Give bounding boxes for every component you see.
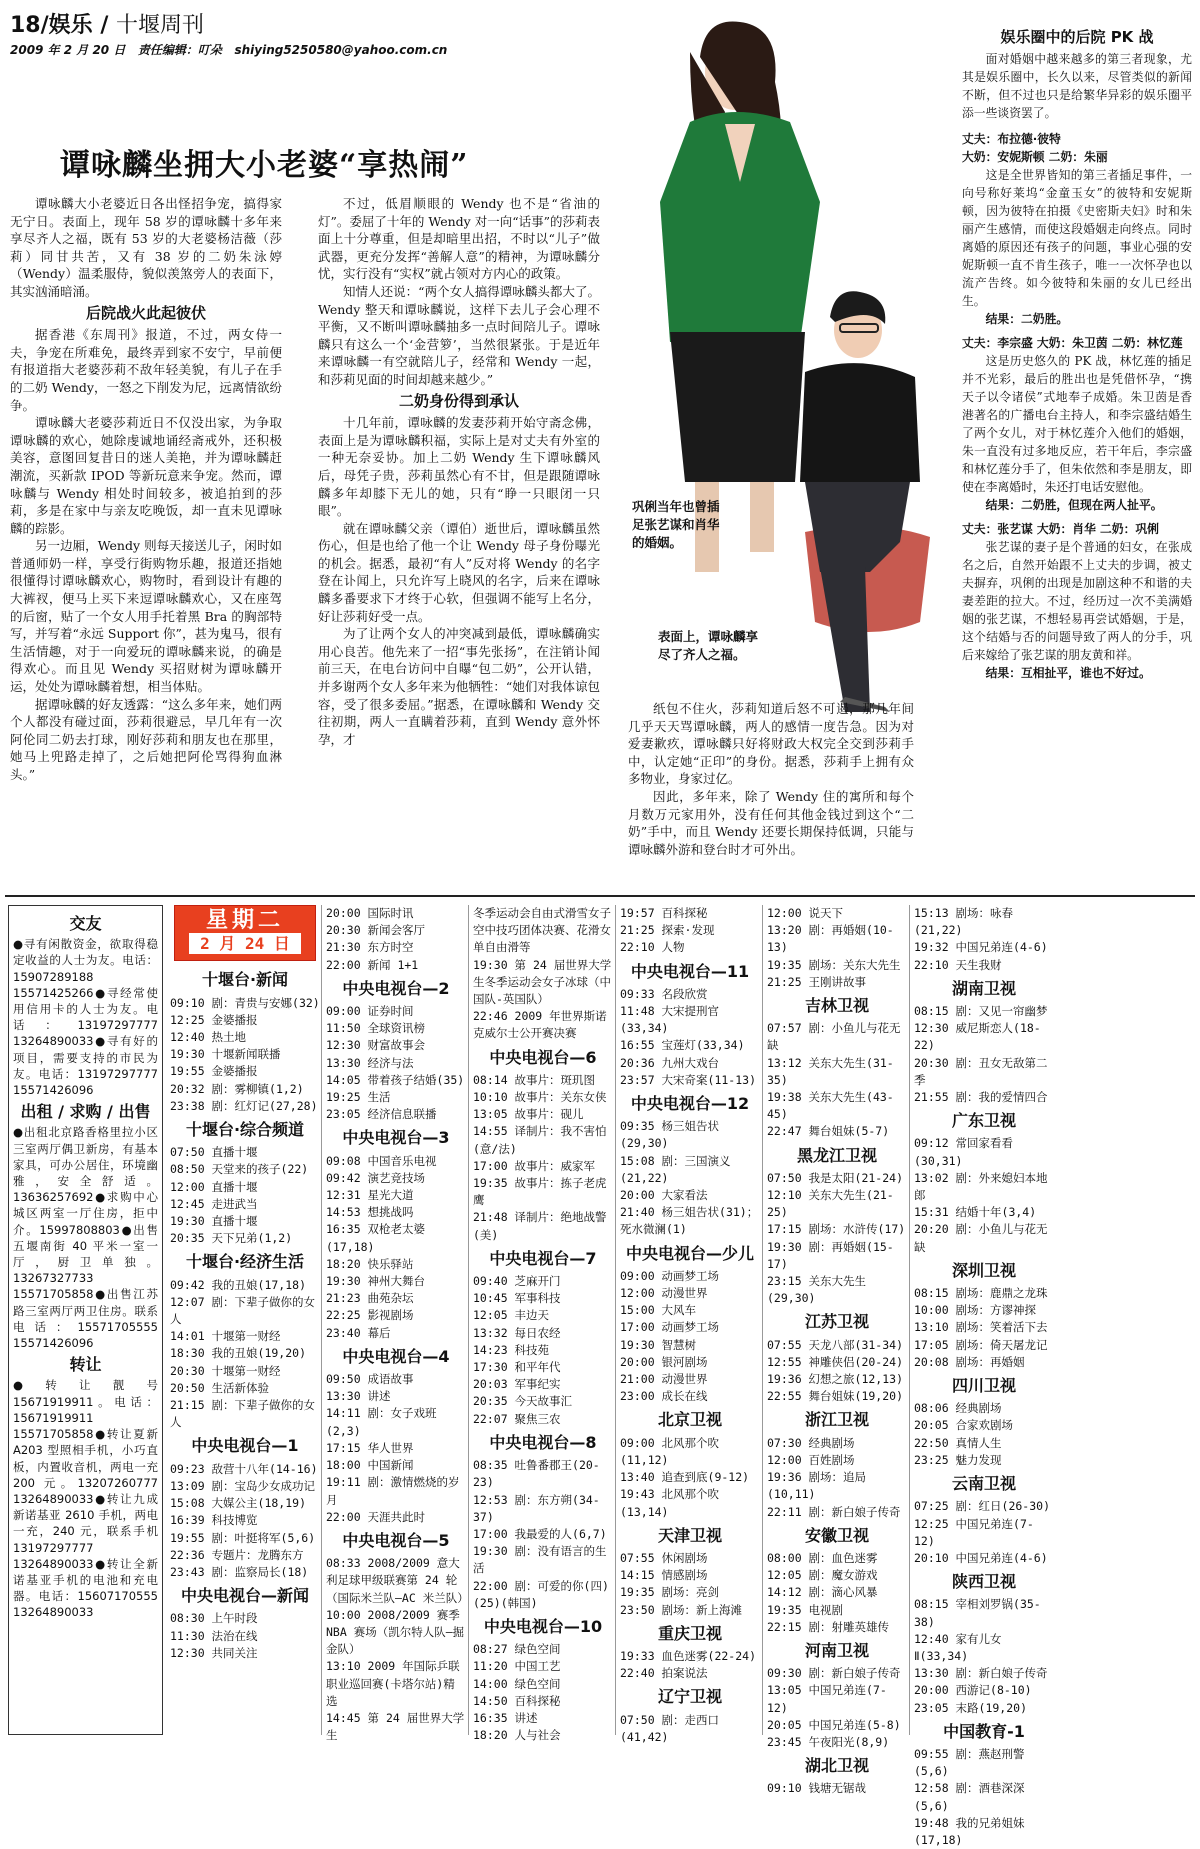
case-result: 结果：二奶胜，但现在两人扯平。 — [985, 498, 1163, 512]
tv-channel-name: 中央电视台—4 — [342, 1346, 450, 1366]
article-column-1 — [10, 195, 282, 885]
tv-program: 14:23 科技苑 — [473, 1342, 550, 1357]
tv-program: 09:40 芝麻开门 — [473, 1274, 561, 1289]
paragraph: 不过，低眉顺眼的 Wendy 也不是“省油的灯”。委屈了十年的 Wendy 对一向“话事”的莎莉表面上十分尊重，但是却暗里出招，不时以“儿子”做武器，更充分发挥“善解人意”的精神，为谭咏麟分忧，实行没有“实权”就占领对方内心的政策。 — [318, 196, 600, 282]
tv-program: 22:00 剧：可爱的你(四)(25)(韩国) — [473, 1578, 609, 1610]
tv-program: 17:00 我最爱的人(6,7) — [473, 1526, 607, 1541]
tv-program: 14:00 绿色空间 — [473, 1676, 561, 1691]
tv-day-box — [174, 905, 316, 961]
tv-program: 12:10 关东大先生(21-25) — [767, 1188, 894, 1220]
tv-program: 19:35 剧场：关东大先生 — [767, 957, 901, 972]
bottom-section — [8, 905, 1194, 1847]
tv-program: 11:30 法治在线 — [170, 1628, 258, 1643]
tv-program: 23:00 成长在线 — [620, 1389, 708, 1404]
tv-program: 20:36 九州大戏台 — [620, 1055, 720, 1070]
tv-channel-name: 中央电视台—11 — [630, 961, 750, 981]
tv-date: 2 月 24 日 — [189, 933, 301, 954]
tv-program: 23:05 经济信息联播 — [326, 1107, 437, 1122]
tv-program: 19:48 我的兄弟姐妹(17,18) — [914, 1815, 1025, 1847]
tv-channel-name: 中国教育-1 — [943, 1721, 1025, 1741]
tv-program: 13:12 关东大先生(31-35) — [767, 1055, 894, 1087]
tv-program: 11:48 大宋提刑官(33,34) — [620, 1004, 720, 1036]
tv-program: 19:43 北风那个吹(13,14) — [620, 1487, 720, 1519]
tv-program: 22:15 剧：射雕英雄传 — [767, 1619, 890, 1634]
tv-program: 19:35 电视剧 — [767, 1602, 844, 1617]
tv-program: 15:00 大风车 — [620, 1303, 697, 1318]
tv-program: 09:08 中国音乐电视 — [326, 1153, 437, 1168]
tv-channel-name: 中央电视台—8 — [489, 1432, 597, 1452]
article-column-3 — [628, 700, 914, 890]
tv-program: 08:33 2008/2009 意大利足球甲级联赛第 24 轮（国际米兰队—AC 米兰队） — [326, 1556, 469, 1605]
tv-program: 19:30 剧：再婚姻(15-17) — [767, 1239, 894, 1271]
article-column-2 — [318, 195, 600, 885]
paragraph: 另一边厢，Wendy 则每天接送儿子，闲时如普通师奶一样，享受行街购物乐趣，报道还指她很懂得讨谭咏麟欢心，购物时，看到设计有趣的大裤衩，便马上买下来逗谭咏麟欢心，又在座驾的后窗，贴了一个女人用手托着黑 Bra 的胸部特写，并写着“永远 Support 你”，甚为鬼马，很有生活情趣，对于一向爱玩的谭咏麟来说，的确是得欢心。而且见 Wendy 买招财树为谭咏麟开运，处处为谭咏麟着想，相当体贴。 — [10, 538, 282, 695]
tv-program: 15:08 剧：三国演义(21,22) — [620, 1153, 731, 1185]
classified-items: ●转让靓号 15671919911。电话：15671919911 15571705858●转让夏新 A203 型照相手机，小巧直板，内置收音机，两电一充 200 元。13207260777 13264890033●转让九成新诺基亚 2610 手机，两电一充，240 元，联系手机 13197297777 13264890033●转让全新诺基亚手机的电池和充电器。电话：15607170555 13264890033 — [13, 1378, 158, 1620]
tv-channel-name: 广东卫视 — [951, 1111, 1016, 1131]
tv-program: 23:38 剧：红灯记(27,28) — [170, 1098, 318, 1113]
tv-channel-name: 中央电视台—5 — [342, 1530, 450, 1550]
tv-program: 09:42 演艺竞技场 — [326, 1170, 426, 1185]
tv-program: 18:30 我的丑娘(19,20) — [170, 1346, 307, 1361]
classified-title: 转让 — [69, 1355, 102, 1375]
tv-program: 15:13 剧场：咏春(21,22) — [914, 906, 1014, 938]
tv-program: 13:02 剧：外来媳妇本地郎 — [914, 1170, 1048, 1203]
tv-column-4 — [620, 905, 760, 1744]
tv-program: 13:30 讲述 — [326, 1389, 391, 1404]
tv-program: 21:30 东方时空 — [326, 940, 414, 955]
paragraph: 就在谭咏麟父亲（谭伯）逝世后，谭咏麟虽然伤心，但是也给了他一个让 Wendy 母子身份曝光的机会。据悉，最初“有人”反对将 Wendy 的名字登在讣闻上，只允许写上晓风的名字，后来在谭咏麟多番要求下才终于心软，但强调不能写上名分，好让莎莉好受一点。 — [318, 520, 600, 624]
tv-channel-name: 十堰台·经济生活 — [185, 1252, 305, 1272]
tv-program: 20:05 合家欢剧场 — [914, 1418, 1014, 1433]
photo-black-shirt — [800, 363, 920, 482]
tv-program: 16:35 双枪老太婆(17,18) — [326, 1222, 426, 1254]
tv-program: 19:36 剧场：追局(10,11) — [767, 1470, 867, 1502]
tv-program: 21:55 剧：我的爱情四合 — [914, 1090, 1048, 1105]
tv-program: 07:57 剧：小鱼儿与花无缺 — [767, 1021, 901, 1053]
tv-program: 16:35 讲述 — [473, 1710, 538, 1725]
tv-channel-name: 浙江卫视 — [804, 1410, 869, 1430]
section-line: 18/娱乐 / 十堰周刊 — [10, 13, 205, 38]
tv-program: 14:50 百科探秘 — [473, 1693, 561, 1708]
tv-program: 23:43 剧：监察局长(18) — [170, 1564, 309, 1579]
tv-program: 07:55 天龙八部(31-34) — [767, 1337, 904, 1352]
tv-program: 07:50 我是太阳(21-24) — [767, 1170, 904, 1185]
tv-program: 14:01 十堰第一财经 — [170, 1329, 281, 1344]
column-rule — [468, 905, 469, 1735]
tv-program: 23:15 关东大先生(29,30) — [767, 1274, 867, 1306]
tv-column-5 — [767, 905, 907, 1796]
photo-caption-1: 巩俐当年也曾插足张艺谋和肖华的婚姻。 — [632, 499, 720, 550]
case-heading: 丈夫：张艺谋 大奶：肖华 二奶：巩俐 — [962, 522, 1159, 536]
tv-program: 14:55 译制片：我不害怕(意/法) — [473, 1124, 607, 1156]
subheading: 二奶身份得到承认 — [398, 391, 519, 410]
tv-program: 19:30 智慧树 — [620, 1337, 697, 1352]
tv-program: 07:50 剧：走西口(41,42) — [620, 1712, 720, 1744]
tv-channel-name: 陕西卫视 — [951, 1572, 1016, 1592]
case-result: 结果：二奶胜。 — [985, 312, 1069, 326]
tv-program: 21:15 剧：下辈子做你的女人 — [170, 1398, 316, 1430]
tv-program: 17:30 和平年代 — [473, 1360, 561, 1375]
tv-program: 09:12 常回家看看(30,31) — [914, 1136, 1014, 1168]
tv-program: 22:10 天生我财 — [914, 957, 1002, 972]
tv-program: 20:30 十堰第一财经 — [170, 1363, 281, 1378]
tv-channel-name: 中央电视台—1 — [191, 1436, 299, 1456]
tv-program: 12:00 说天下 — [767, 906, 844, 920]
tv-program: 09:23 敌营十八年(14-16) — [170, 1461, 318, 1476]
sidebar-pk-battles — [962, 28, 1192, 688]
tv-program: 09:30 剧：新白娘子传奇 — [767, 1666, 901, 1681]
subheading: 后院战火此起彼伏 — [85, 303, 206, 322]
tv-program: 22:10 人物 — [620, 940, 685, 955]
tv-program: 22:11 剧：新白娘子传奇 — [767, 1504, 901, 1519]
tv-channel-name: 湖北卫视 — [804, 1756, 869, 1776]
tv-program: 13:30 经济与法 — [326, 1055, 414, 1070]
tv-weekday: 星期二 — [205, 908, 284, 933]
header-meta — [10, 41, 630, 58]
tv-column-3 — [473, 905, 613, 1743]
tv-program: 21:40 杨三姐告状(31)；死水微澜(1) — [620, 1205, 759, 1237]
sidebar-intro: 面对婚姻中越来越多的第三者现象，尤其是娱乐圈中，长久以来，尽管类似的新闻不断，但不过也只是给繁华异彩的娱乐圈平添一些谈资罢了。 — [962, 52, 1192, 120]
tv-program: 22:00 新闻 1+1 — [326, 957, 419, 972]
tv-program: 10:45 军事科技 — [473, 1291, 561, 1306]
tv-program: 23:25 魅力发现 — [914, 1452, 1002, 1467]
tv-channel-name: 湖南卫视 — [951, 978, 1016, 998]
tv-program: 12:05 丰边天 — [473, 1308, 550, 1323]
tv-program: 20:00 大家看法 — [620, 1188, 708, 1203]
tv-program: 21:25 探索·发现 — [620, 923, 715, 938]
tv-program: 12:45 走进武当 — [170, 1196, 258, 1211]
tv-program: 20:00 银河剧场 — [620, 1354, 708, 1369]
tv-channel-name: 黑龙江卫视 — [796, 1145, 877, 1165]
tv-program: 13:32 每日农经 — [473, 1325, 561, 1340]
tv-program: 10:00 2008/2009 赛季 NBA 赛场（凯尔特人队—掘金队） — [326, 1607, 465, 1657]
paragraph: 谭咏麟大小老婆近日各出怪招争宠，搞得家无宁日。表面上，现年 58 岁的谭咏麟十多年来享尽齐人之福，既有 53 岁的大老婆杨洁薇（莎莉）同甘共苦，又有 38 岁的二奶朱泳婷（Wendy）温柔服侍，貌似羡煞旁人的表面下，其实汹涌暗涌。 — [10, 196, 282, 299]
classifieds-box — [8, 905, 163, 1735]
tv-program: 20:08 剧场：再婚姻 — [914, 1354, 1025, 1369]
tv-program: 10:10 故事片：关东女侠 — [473, 1090, 607, 1105]
tv-program: 12:25 金婆播报 — [170, 1012, 258, 1027]
classified-items: ●出租北京路香格里拉小区三室两厅偶卫新房，有基本家具，可办公居住，环境幽雅，安全舒适。13636257692●求购中心城区两室一厅住房，拒中介。15997808803●出售五堰南街 40 平米一室一厅，厨卫单独。13267327733 15571705858●出售江苏路三室两厅两卫住房。联系电话：15571705555 15571426096 — [13, 1125, 158, 1351]
case-heading: 丈夫：布拉德·彼特 大奶：安妮斯顿 二奶：朱丽 — [962, 132, 1108, 164]
tv-program: 21:00 动漫世界 — [620, 1372, 708, 1387]
tv-program: 20:32 剧：雾柳镇(1,2) — [170, 1081, 304, 1096]
tv-channel-name: 江苏卫视 — [804, 1312, 869, 1332]
case-text: 这是全世界皆知的第三者插足事件，一向号称好莱坞“金童玉女”的彼特和安妮斯顿，因为彼特在拍摄《史密斯夫妇》时和朱丽产生感情，而使这段婚姻走向终点。同时离婚的原因还有孩子的问题，事业心强的安妮斯顿一直不肯生孩子，唯一一次怀孕也以流产告终。如今彼特和朱丽的女儿已经出生。 — [962, 168, 1192, 308]
tv-program: 12:53 剧：东方朔(34-37) — [473, 1492, 600, 1524]
tv-program: 23:57 大宋奇案(11-13) — [620, 1072, 757, 1087]
column-rule — [909, 905, 910, 1735]
issue-date: 2009 年 2 月 20 日 — [10, 43, 126, 57]
tv-program: 21:48 译制片：绝地战警(美) — [473, 1210, 607, 1242]
tv-program: 12:00 百姓剧场 — [767, 1452, 855, 1467]
tv-channel-name: 中央电视台—10 — [483, 1616, 603, 1636]
tv-program: 20:30 新闻会客厅 — [326, 923, 426, 938]
tv-program: 12:07 剧：下辈子做你的女人 — [170, 1294, 316, 1327]
tv-channel-name: 中央电视台—3 — [342, 1128, 450, 1148]
tv-program: 22:50 真情人生 — [914, 1435, 1002, 1450]
tv-column-6 — [914, 905, 1054, 1847]
paragraph: 据谭咏麟的好友透露：“这么多年来，她们两个人都没有碰过面，莎莉很避忌，早几年有一次阿伦同二奶去打球，刚好莎莉和朋友也在那里，她马上兜路走掉了，之后她把阿伦骂得狗血淋头。” — [10, 696, 282, 782]
paragraph: 十几年前，谭咏麟的发妻莎莉开始守斋念佛，表面上是为谭咏麟积福，实际上是对丈夫有外室的一种无奈妥协。加上二奶 Wendy 生下谭咏麟风后，母凭子贵，莎莉虽然心有不甘，但是跟随谭咏麟多年却膝下无儿的她，只有“睁一只眼闭一只眼”。 — [318, 415, 600, 519]
tv-program: 13:40 追查到底(9-12) — [620, 1470, 750, 1485]
tv-channel-name: 吉林卫视 — [804, 996, 869, 1016]
tv-program: 23:50 剧场：新上海滩 — [620, 1602, 743, 1617]
tv-program: 08:14 故事片：斑玑图 — [473, 1072, 596, 1087]
tv-program: 14:45 第 24 届世界大学生 — [326, 1710, 465, 1743]
tv-program: 20:30 剧：丑女无敌第二季 — [914, 1055, 1048, 1087]
tv-program: 22:00 天涯共此时 — [326, 1509, 426, 1524]
sidebar-title: 娱乐圈中的后院 PK 战 — [1000, 28, 1154, 46]
tv-channel-name: 北京卫视 — [657, 1410, 722, 1430]
tv-program: 15:08 大媒公主(18,19) — [170, 1496, 307, 1511]
tv-program: 21:23 曲苑杂坛 — [326, 1291, 414, 1306]
tv-program: 13:20 剧：再婚姻(10-13) — [767, 923, 894, 955]
tv-program: 17:15 华人世界 — [326, 1440, 414, 1455]
tv-program: 16:55 宝莲灯(33,34) — [620, 1038, 745, 1053]
tv-program: 14:53 想挑战吗 — [326, 1205, 414, 1220]
tv-channel-name: 辽宁卫视 — [657, 1687, 722, 1707]
tv-program: 20:20 剧：小鱼儿与花无缺 — [914, 1222, 1048, 1254]
tv-channel-name: 深圳卫视 — [951, 1260, 1016, 1280]
tv-program: 13:30 剧：新白娘子传奇 — [914, 1666, 1048, 1681]
tv-program: 09:55 剧：燕赵刑警(5,6) — [914, 1746, 1025, 1779]
tv-program: 08:00 剧：血色迷雾 — [767, 1550, 878, 1565]
tv-program: 19:38 关东大先生(43-45) — [767, 1090, 894, 1122]
tv-program: 12:30 财富故事会 — [326, 1038, 426, 1053]
editor-email[interactable]: shiying5250580@yahoo.com.cn — [234, 43, 448, 57]
tv-program: 09:42 我的丑娘(17,18) — [170, 1277, 307, 1292]
tv-program: 07:50 直播十堰 — [170, 1145, 258, 1160]
tv-program: 22:25 影视剧场 — [326, 1308, 414, 1323]
tv-program: 09:10 钱塘无锯哉 — [767, 1781, 867, 1796]
case-text: 张艺谋的妻子是个普通的妇女，在张成名之后，自然开始跟不上丈夫的步调，被丈夫摒弃，巩俐的出现是加剧这种不和谐的夫妻差距的拉大。不过，经历过一次不美满婚姻的张艺谋，不想轻易再尝试婚姻，于是，这个结婚与否的问题导致了两人的分手，巩后来嫁给了张艺谋的朋友黄和祥。 — [962, 540, 1192, 662]
column-rule — [762, 905, 763, 1735]
classified-title: 交友 — [69, 914, 102, 933]
column-rule — [321, 905, 322, 1735]
tv-program: 20:35 天下兄弟(1,2) — [170, 1231, 293, 1246]
tv-program: 19:55 金婆播报 — [170, 1064, 258, 1079]
tv-program: 19:30 第 24 届世界大学生冬季运动会女子冰球（中国队-英国队） — [473, 957, 612, 1007]
tv-program: 07:55 休闲剧场 — [620, 1550, 708, 1565]
case-text: 这是历史悠久的 PK 战，林忆莲的插足并不光彩，最后的胜出也是凭借怀孕，“携天子以令诸侯”式地奉子成婚。朱卫茵是香港著名的广播电台主持人，和李宗盛结婚生了两个女儿，对于林忆莲介入他们的婚姻，朱一直没有过多地反应，若干年后，李宗盛和林忆莲分手了，但朱依然和李是朋友，即使在李离婚时，朱还打电话安慰他。 — [962, 354, 1192, 494]
tv-program: 11:20 中国工艺 — [473, 1659, 561, 1674]
column-rule — [615, 905, 616, 1735]
tv-program: 13:05 故事片：砚儿 — [473, 1107, 584, 1122]
tv-channel-name: 四川卫视 — [951, 1376, 1016, 1396]
tv-program: 09:33 名段欣赏 — [620, 986, 708, 1001]
tv-program: 19:11 剧：激情燃烧的岁月 — [326, 1475, 460, 1507]
case-result: 结果：互相扯平，谁也不好过。 — [985, 666, 1151, 680]
tv-program: 冬季运动会自由式滑雪女子空中技巧团体决赛、花滑女单自由滑等 — [473, 906, 611, 955]
tv-program: 19:25 生活 — [326, 1090, 391, 1105]
tv-program: 12:05 剧：魔女游戏 — [767, 1568, 878, 1583]
tv-program: 23:45 午夜阳光(8,9) — [767, 1734, 890, 1749]
tv-channel-name: 云南卫视 — [951, 1474, 1016, 1494]
tv-program: 11:50 全球资讯榜 — [326, 1021, 426, 1036]
tv-program: 23:40 幕后 — [326, 1325, 391, 1340]
paragraph: 纸包不住火，莎莉知道后怒不可遏，那几年间几乎天天骂谭咏麟，两人的感情一度告急。因为对爱妻歉疚，谭咏麟只好将财政大权完全交到莎莉手中，认定她“正印”的身份。据悉，莎莉手上拥有众多物业，身家过亿。 — [628, 701, 914, 787]
page-header — [10, 8, 630, 58]
tv-program: 19:30 直播十堰 — [170, 1214, 258, 1229]
tv-program: 12:58 剧：酒巷深深(5,6) — [914, 1781, 1025, 1813]
photo-black-skirt — [670, 332, 805, 482]
tv-program: 18:20 人与社会 — [473, 1728, 561, 1743]
tv-program: 12:00 直播十堰 — [170, 1179, 258, 1194]
tv-program: 08:06 经典剧场 — [914, 1401, 1002, 1416]
tv-program: 19:30 十堰新闻联播 — [170, 1047, 281, 1062]
tv-program: 08:50 天堂来的孩子(22) — [170, 1162, 309, 1177]
tv-program: 18:20 快乐驿站 — [326, 1256, 414, 1271]
tv-program: 09:35 杨三姐告状(29,30) — [620, 1119, 720, 1151]
tv-program: 20:05 中国兄弟连(5-8) — [767, 1717, 901, 1732]
tv-program: 22:36 专题片：龙腾东方 — [170, 1547, 304, 1562]
tv-program: 17:15 剧场：水浒传(17) — [767, 1222, 906, 1237]
tv-program: 07:25 剧：红日(26-30) — [914, 1499, 1051, 1514]
tv-program: 09:00 动画梦工场 — [620, 1268, 720, 1283]
tv-column-2 — [326, 905, 469, 1743]
section-label: 18/娱乐 — [10, 13, 93, 38]
tv-program: 12:31 星光大道 — [326, 1188, 414, 1203]
paragraph: 为了让两个女人的冲突减到最低，谭咏麟确实用心良苦。他先来了一招“事先张扬”，在注销讣闻前三天，在电台访问中自曝“包二奶”，公开认错，并多谢两个女人多年来为他牺牲：“她们对我体谅包容，受了很多委屈。”据悉，在谭咏麟和 Wendy 交往初期，两人一直瞒着莎莉，直到 Wendy 意外怀孕，才 — [318, 626, 600, 747]
tv-program: 20:35 今天故事汇 — [473, 1394, 573, 1409]
tv-channel-name: 中央电视台—6 — [489, 1047, 597, 1067]
tv-channel-name: 中央电视台—少儿 — [625, 1243, 754, 1263]
section-divider — [5, 895, 1195, 897]
article-photo — [630, 12, 930, 712]
tv-program: 08:35 吐鲁番郡王(20-23) — [473, 1458, 600, 1490]
tv-channel-name: 河南卫视 — [804, 1640, 869, 1660]
tv-program: 12:40 热土地 — [170, 1030, 247, 1045]
tv-program: 19:35 故事片：拣子老虎鹰 — [473, 1176, 607, 1208]
tv-program: 21:25 王刚讲故事 — [767, 974, 867, 989]
paragraph: 知情人还说：“两个女人搞得谭咏麟头都大了。Wendy 整天和谭咏麟说，这样下去儿子会心理不平衡，又不断叫谭咏麟抽多一点时间陪儿子。谭咏麟只有这么一个‘金营箩’，当然很紧张。于是近年来谭咏麟一有空就陪儿子，经常和 Wendy 一起，和莎莉见面的时间却越来越少。” — [318, 283, 600, 387]
tv-program: 09:00 北风那个吹(11,12) — [620, 1435, 720, 1467]
tv-program: 16:39 科技博览 — [170, 1513, 258, 1528]
tv-program: 14:12 剧：滴心风暴 — [767, 1585, 878, 1600]
tv-program: 19:30 剧：没有语言的生活 — [473, 1544, 607, 1576]
tv-program: 08:27 绿色空间 — [473, 1642, 561, 1657]
tv-program: 19:57 百科探秘 — [620, 906, 708, 920]
paragraph: 因此，多年来，除了 Wendy 住的寓所和每个月数万元家用外，没有任何其他金钱过到这个“二奶”手中，而且 Wendy 还要长期保持低调，只能与谭咏麟外游和登台时才可外出。 — [628, 788, 914, 857]
tv-program: 19:32 中国兄弟连(4-6) — [914, 940, 1048, 955]
tv-channel-name: 中央电视台—新闻 — [180, 1586, 309, 1606]
tv-program: 22:46 2009 年世界斯诺克威尔士公开赛决赛 — [473, 1009, 607, 1041]
paragraph: 谭咏麟大老婆莎莉近日不仅没出家，为争取谭咏麟的欢心，她除虔诚地诵经斋戒外，还积极美容，意图回复昔日的迷人美艳，并为谭咏麟赶潮流，买新款 IPOD 等新玩意来争宠。然而，谭咏麟与 Wendy 相处时间较多，被追拍到的莎莉，多是在家中与亲友吃晚饭，却一直未见谭咏麟的踪影。 — [10, 415, 282, 536]
tv-program: 08:30 上午时段 — [170, 1611, 258, 1626]
tv-program: 12:40 家有儿女Ⅱ(33,34) — [914, 1631, 1002, 1663]
tv-program: 13:10 2009 年国际乒联职业巡回赛(卡塔尔站)精选 — [326, 1659, 460, 1708]
tv-program: 17:00 故事片：威家军 — [473, 1158, 596, 1173]
tv-program: 14:05 带着孩子结婚(35) — [326, 1072, 465, 1087]
publication-name: 十堰周刊 — [116, 13, 205, 38]
tv-program: 08:15 宰相刘罗锅(35-38) — [914, 1597, 1041, 1629]
tv-program: 17:05 剧场：倚天屠龙记 — [914, 1337, 1048, 1352]
photo-caption-2: 表面上，谭咏麟享尽了齐人之福。 — [658, 629, 759, 662]
tv-program: 22:55 舞台姐妹(19,20) — [767, 1389, 904, 1404]
tv-program: 19:30 神州大舞台 — [326, 1274, 426, 1289]
tv-column-1 — [170, 905, 320, 1735]
tv-channel-name: 天津卫视 — [657, 1525, 722, 1545]
tv-channel-name: 十堰台·综合频道 — [185, 1120, 305, 1140]
article-headline: 谭咏麟坐拥大小老婆“享热闹” — [60, 148, 469, 183]
tv-program: 08:15 剧：又见一帘幽梦 — [914, 1004, 1048, 1019]
tv-program: 20:00 西游记(8-10) — [914, 1683, 1032, 1698]
tv-program: 19:36 幻想之旅(12,13) — [767, 1372, 904, 1387]
tv-channel-name: 重庆卫视 — [657, 1623, 722, 1643]
tv-program: 19:55 剧：叶挺将军(5,6) — [170, 1530, 316, 1545]
classified-items: ●寻有闲散资金，欲取得稳定收益的人士为友。电话：15907289188 15571425266●寻经常使用信用卡的人士为友。电话：13197297777 13264890033●寻有好的项目，需要支持的市民为友。电话：13197297777 15571426096 — [13, 937, 158, 1098]
case-heading: 丈夫：李宗盛 大奶：朱卫茵 二奶：林忆莲 — [962, 336, 1183, 350]
tv-program: 08:15 剧场：鹿鼎之龙珠 — [914, 1286, 1048, 1301]
tv-program: 12:55 神雕侠侣(20-24) — [767, 1354, 904, 1369]
tv-program: 22:07 聚焦三农 — [473, 1411, 561, 1426]
tv-program: 15:31 结婚十年(3,4) — [914, 1205, 1037, 1220]
tv-program: 22:40 拍案说法 — [620, 1666, 708, 1681]
tv-program: 23:05 末路(19,20) — [914, 1700, 1028, 1715]
tv-program: 09:00 证券时间 — [326, 1004, 414, 1019]
tv-program: 09:50 成语故事 — [326, 1372, 414, 1387]
tv-program: 12:30 共同关注 — [170, 1645, 258, 1660]
tv-program: 13:09 剧：宝岛少女成功记 — [170, 1478, 316, 1493]
tv-program: 12:25 中国兄弟连(7-12) — [914, 1516, 1034, 1548]
tv-program: 20:50 生活新体验 — [170, 1380, 270, 1395]
tv-channel-name: 安徽卫视 — [804, 1525, 869, 1545]
tv-program: 12:00 动漫世界 — [620, 1286, 708, 1301]
tv-program: 19:33 血色迷雾(22-24) — [620, 1648, 757, 1663]
tv-program: 20:00 国际时讯 — [326, 906, 414, 920]
tv-program: 10:00 剧场：方谬神探 — [914, 1303, 1037, 1318]
tv-program: 09:10 剧：青贵与安娜(32) — [170, 995, 320, 1010]
editor-credit: 责任编辑：叮朵 — [137, 43, 222, 57]
tv-program: 20:03 军事纪实 — [473, 1377, 561, 1392]
tv-program: 22:47 舞台姐妹(5-7) — [767, 1124, 890, 1139]
tv-program: 19:35 剧场：亮剑 — [620, 1585, 720, 1600]
tv-program: 13:10 剧场：笑着活下去 — [914, 1320, 1048, 1335]
tv-program: 18:00 中国新闻 — [326, 1458, 414, 1473]
tv-channel-name: 中央电视台—2 — [342, 978, 450, 998]
tv-program: 12:30 威尼斯恋人(18-22) — [914, 1021, 1041, 1053]
tv-channel-name: 十堰台·新闻 — [201, 970, 289, 990]
paragraph: 据香港《东周刊》报道，不过，两女侍一夫，争宠在所难免，最终弄到家不安宁，早前便有报道指大老婆莎莉不敌年轻美貌，有儿子在手的二奶 Wendy，一怒之下削发为尼，远离情欲纷争。 — [10, 327, 282, 413]
tv-channel-name: 中央电视台—12 — [630, 1094, 750, 1114]
tv-program: 07:30 经典剧场 — [767, 1435, 855, 1450]
tv-program: 13:05 中国兄弟连(7-12) — [767, 1683, 887, 1715]
tv-program: 14:11 剧：女子戏班(2,3) — [326, 1406, 437, 1438]
tv-program: 17:00 动画梦工场 — [620, 1320, 720, 1335]
classified-title: 出租 / 求购 / 出售 — [20, 1102, 151, 1122]
tv-channel-name: 中央电视台—7 — [489, 1248, 597, 1268]
tv-program: 20:10 中国兄弟连(4-6) — [914, 1550, 1048, 1565]
tv-program: 14:15 情感剧场 — [620, 1568, 708, 1583]
